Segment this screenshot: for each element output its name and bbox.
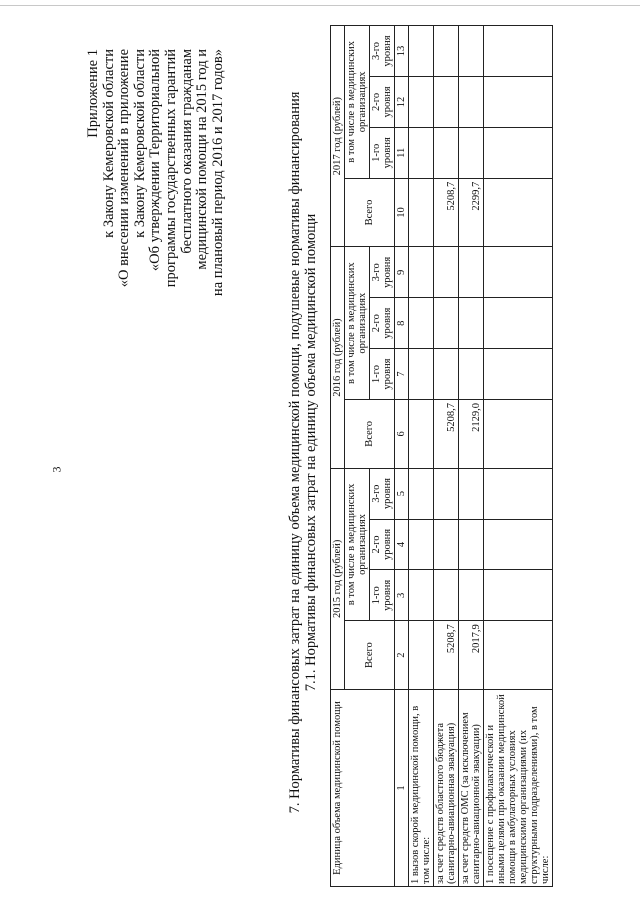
row-label: 1 вызов скорой медицинской помощи, в том числе:	[409, 689, 434, 886]
appendix-line: к Закону Кемеровской области	[131, 49, 148, 238]
column-number: 13	[395, 26, 409, 77]
table-cell	[459, 77, 484, 128]
column-number: 5	[395, 468, 409, 519]
total-header: Всего	[345, 621, 395, 690]
table-cell	[484, 26, 553, 77]
table-cell	[484, 468, 553, 519]
appendix-line: Приложение 1	[85, 49, 101, 138]
table-cell	[434, 468, 459, 519]
table-cell	[459, 247, 484, 298]
column-number: 6	[395, 399, 409, 468]
table-cell	[409, 247, 434, 298]
unit-header: Единица объема медицинской помощи	[331, 689, 395, 886]
table-cell	[409, 468, 434, 519]
column-number: 3	[395, 570, 409, 621]
level-header: 1-го уровня	[370, 349, 395, 400]
year-header-2016: 2016 год (рублей)	[331, 247, 345, 468]
table-cell	[434, 349, 459, 400]
table-cell	[459, 298, 484, 349]
table-cell	[434, 298, 459, 349]
table-cell	[409, 178, 434, 247]
column-number: 1	[395, 689, 409, 886]
level-header: 2-го уровня	[370, 77, 395, 128]
section-subtitle: 7.1. Нормативы финансовых затрат на единицу объема медицинской помощи	[302, 213, 319, 692]
table-cell	[434, 247, 459, 298]
table-cell: 2017,9	[459, 621, 484, 690]
financial-norms-table	[330, 25, 553, 887]
column-number: 8	[395, 298, 409, 349]
level-header: 3-го уровня	[370, 247, 395, 298]
table-cell	[409, 77, 434, 128]
table-cell	[484, 570, 553, 621]
page-number: 3	[49, 466, 64, 473]
appendix-line: «Об утверждении Территориальной	[147, 49, 164, 272]
table-cell	[409, 298, 434, 349]
table-cell	[484, 349, 553, 400]
level-header: 2-го уровня	[370, 298, 395, 349]
row-label: за счет средств ОМС (за исключением санитарно-авиационной эвакуации)	[459, 689, 484, 886]
section-title: 7. Нормативы финансовых затрат на единицу объема медицинской помощи, подушевые нормативы финансирования	[287, 91, 303, 814]
header-row-years	[331, 26, 345, 887]
table-cell	[459, 127, 484, 178]
table-cell	[484, 127, 553, 178]
appendix-header	[86, 49, 226, 339]
year-header-2015: 2015 год (рублей)	[331, 468, 345, 689]
table-cell	[409, 621, 434, 690]
table-row	[459, 26, 484, 887]
appendix-line: «О внесении изменений в приложение	[116, 49, 133, 288]
table-cell	[484, 247, 553, 298]
table-cell	[484, 178, 553, 247]
incl-header: в том числе в медицинских организациях	[345, 247, 370, 400]
column-number: 7	[395, 349, 409, 400]
column-number: 2	[395, 621, 409, 690]
table-cell	[409, 349, 434, 400]
table-cell	[409, 26, 434, 77]
table-cell	[459, 570, 484, 621]
table-cell	[459, 519, 484, 570]
appendix-line: медицинской помощи на 2015 год и	[194, 49, 211, 270]
column-number: 11	[395, 127, 409, 178]
row-label: за счет средств областного бюджета (санитарно-авиационная эвакуация)	[434, 689, 459, 886]
column-number: 10	[395, 178, 409, 247]
table-cell	[484, 77, 553, 128]
table-body	[331, 26, 553, 887]
column-number: 9	[395, 247, 409, 298]
level-header: 3-го уровня	[370, 26, 395, 77]
appendix-line: на плановый период 2016 и 2017 годов»	[209, 49, 226, 297]
table-cell	[434, 77, 459, 128]
level-header: 1-го уровня	[370, 127, 395, 178]
table-cell: 5208,7	[434, 399, 459, 468]
table-cell: 5208,7	[434, 621, 459, 690]
table-cell	[409, 399, 434, 468]
table-cell	[409, 570, 434, 621]
table-cell	[434, 519, 459, 570]
table-cell	[484, 298, 553, 349]
incl-header: в том числе в медицинских организациях	[345, 468, 370, 621]
table-cell	[459, 26, 484, 77]
row-label: 1 посещение с профилактической и иными целями при оказании медицинской помощи в амбулаторных условиях медицинскими организациями (их структурными подразделениями), в том числе:	[484, 689, 553, 886]
level-header: 1-го уровня	[370, 570, 395, 621]
column-number: 4	[395, 519, 409, 570]
appendix-line: программы государственных гарантий	[162, 49, 179, 288]
table-cell	[434, 127, 459, 178]
table-cell	[409, 519, 434, 570]
table-cell: 5208,7	[434, 178, 459, 247]
table-cell	[484, 399, 553, 468]
total-header: Всего	[345, 178, 395, 247]
year-header-2017: 2017 год (рублей)	[331, 26, 345, 247]
table-cell	[484, 519, 553, 570]
appendix-line: бесплатного оказания гражданам	[178, 49, 195, 254]
table-row	[484, 26, 553, 887]
incl-header: в том числе в медицинских организациях	[345, 26, 370, 179]
level-header: 3-го уровня	[370, 468, 395, 519]
level-header: 2-го уровня	[370, 519, 395, 570]
table-cell	[434, 26, 459, 77]
table-cell	[434, 570, 459, 621]
column-number-row	[395, 26, 409, 887]
table-row	[434, 26, 459, 887]
table-cell: 2129,0	[459, 399, 484, 468]
table-cell	[484, 621, 553, 690]
table-cell	[459, 468, 484, 519]
appendix-line: к Закону Кемеровской области	[100, 49, 117, 238]
column-number: 12	[395, 77, 409, 128]
section-heading	[288, 0, 319, 905]
total-header: Всего	[345, 399, 395, 468]
table-row	[409, 26, 434, 887]
table-cell	[409, 127, 434, 178]
table-cell	[459, 349, 484, 400]
table-cell: 2299,7	[459, 178, 484, 247]
